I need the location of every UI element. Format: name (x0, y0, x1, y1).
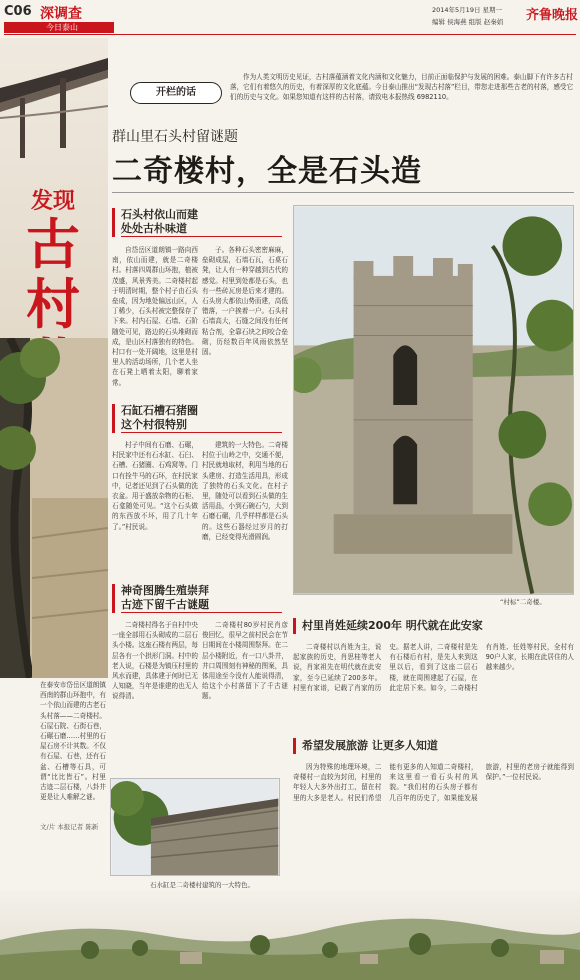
column-title-big-2: 村 (26, 272, 80, 336)
section-3-body-left: 二奇楼村得名于自村中央一座全部用石头砌成的二层石头小楼。这座石楼有两层，每层各有一个拱形门洞。村中的老人说，石楼是为镇压村里的风水而建，具体建于何时已无人知晓，当年是谁建的也无人说得清。 (112, 621, 198, 701)
section-5-heading: 希望发展旅游 让更多人知道 (293, 738, 574, 754)
section-4-heading: 村里肖姓延续200年 明代就在此安家 (293, 618, 574, 634)
roof-eave-image (0, 48, 108, 158)
section-5-body: 因为特殊的地理环境，二奇楼村一直较为封闭，村里的年轻人大多外出打工，留在村里的大多是老人。村民们希望能有更多的人知道二奇楼村，来这里看一看石头村的风貌。“我们村的石头房子都有几百年的历史了，如果能发展旅游，村里的老房子就能得到保护。”一位村民说。 (293, 763, 574, 802)
section-4-body: 二奇楼村以肖姓为主，说起家族的历史，肖思桂等老人说，肖家祖先在明代就在此安家，至今已延续了200多年。村里有家谱，记载了肖家的历史。据老人讲，二奇楼村是先有石楼后有村，是先人来到这里以后，看到了这座二层石楼，就在周围建起了石屋，在此定居下来。如今，二奇楼村有肖姓、任姓等村民，全村有90户人家，长期在此居住的人越来越少。 (293, 643, 574, 692)
section-1-heading (112, 208, 282, 237)
editor-line: 编辑 侯海燕 组版 赵秦娟 (432, 18, 504, 26)
stone-wall-photo (110, 778, 280, 876)
section-code: C06 (4, 4, 32, 19)
intro-badge-label: 开栏的话 (156, 87, 196, 98)
landscape-photo (0, 890, 580, 980)
section-3-heading-line2: 古迹下留千古谜题 (121, 598, 282, 613)
section-3-heading (112, 584, 282, 613)
tree-photo (0, 338, 108, 678)
article-subtitle: 群山里石头村留谜题 (112, 129, 238, 145)
section-3-body-right: 二奇楼村80岁村民肖彦俊回忆，很早之前村民会在节日期间在小楼周围祭拜。在二层小楼附近，有一口八卦井，井口周围刻有神秘的图案，具体用途至今没有人能说得清，给这个小村落留下了千古谜题。 (202, 621, 288, 701)
section-1-heading-line1: 石头村依山而建 (121, 208, 198, 221)
stone-tower-photo (293, 205, 574, 595)
left-caption: 在泰安市岱岳区道朗镇西南的群山环抱中，有一个依山而建的古老石头村落——二奇楼村。石屋石院、石街石巷，石碾石磨……村里的石屋石房不计其数。不仅有石屋、石巷，还有石盆、石槽等石具，可谓“比比皆石”。村里古迹二层石楼，八卦井更是让人难解之谜。 (40, 681, 106, 802)
intro-badge (130, 82, 222, 104)
intro-text: 作为人类文明历史见证，古村落蕴涵着文化内涵和文化魅力，目前正面临保护与发展的困难。泰山脚下有许多古村落，它们有着悠久的历史，有着深厚的文化底蕴。今日泰山推出“发现古村落”栏目，带您走进那些古老的村落，感受它们的历史与文化。如果您知道有这样的古村落，请致电本报热线 6982110。 (230, 73, 574, 101)
section-1-heading-line2: 处处古朴味道 (121, 222, 282, 237)
section-subtitle: 今日泰山 (46, 23, 78, 32)
paper-logo: 齐鲁晚报 (526, 8, 579, 23)
column-title-top: 发现 (30, 188, 75, 214)
section-2-heading-line1: 石缸石槽石猪圈 (121, 404, 198, 417)
bottom-photo-caption: 石水缸是二奇楼村建筑的一大特色。 (150, 881, 254, 889)
date-line: 2014年5月19日 星期一 (432, 6, 503, 14)
column-title-big-1: 古 (26, 212, 80, 276)
author-credit: 文/片 本报记者 陈新 (40, 823, 99, 831)
section-2-body-left: 村子中间有石磨、石碾，村民家中还有石水缸、石臼、石槽、石猪圈、石鸡窝等。门口有拴牛马的石环，在村民家中，记者还见到了石头做的洗衣盆。用于盛放杂物的石柜、石龛随处可见。“这个石头做的东西放不坏，用了几十年了。”村民说。 (112, 441, 198, 531)
main-photo-caption: “村标”二奇楼。 (500, 598, 546, 606)
title-rule (112, 192, 574, 193)
section-2-heading-line2: 这个村很特别 (121, 418, 282, 433)
left-decor-column (0, 38, 108, 678)
section-1-body-right: 子。各种石头密密麻麻，垒砌成屋，石墙石瓦，石桌石凳，让人有一种穿越到古代的感觉。村里到处都是石头，也有一些砖瓦房是后来才建的。石头房大都依山势而建，高低错落，一户挨着一户。石头村石墙高大，石缝之间没有任何粘合剂，全靠石块之间咬合垒砌，历经数百年风雨依然坚固。 (202, 246, 288, 357)
article-title: 二奇楼村，全是石头造 (112, 154, 422, 189)
header-rule (4, 34, 576, 35)
section-1-body-left: 自岱岳区道朗镇一路向西南，依山而建，就是二奇楼村。村落四周群山环抱，植被茂盛，风景秀美。二奇楼村起于明清时期，整个村子由石头垒成，因为地处偏远山区，人丁稀少，石头村被完整保存了下来。村内石屋、石墙、石阶随处可见，路边的石头堆砌而成，是山区村落独有的特色。村口有一处开阔地，这里是村里人的活动场所，几个老人坐在石凳上晒着太阳，聊着家常。 (112, 246, 198, 387)
section-2-heading (112, 404, 282, 433)
page-header (0, 0, 580, 34)
section-2-body-right: 建筑的一大特色。二奇楼村位于山岭之中，交通不便，村民就地取材，利用当地的石头建房、打造生活用具，形成了独特的石头文化。在村子里，随处可以看到石头做的生活用品，小到石碗石勺，大到石磨石碾，几乎样样都是石头的。这些石器经过岁月的打磨，已经变得光滑圆润。 (202, 441, 288, 541)
section-3-heading-line1: 神奇图腾生殖崇拜 (121, 584, 209, 597)
section-name: 深调查 (40, 6, 82, 22)
